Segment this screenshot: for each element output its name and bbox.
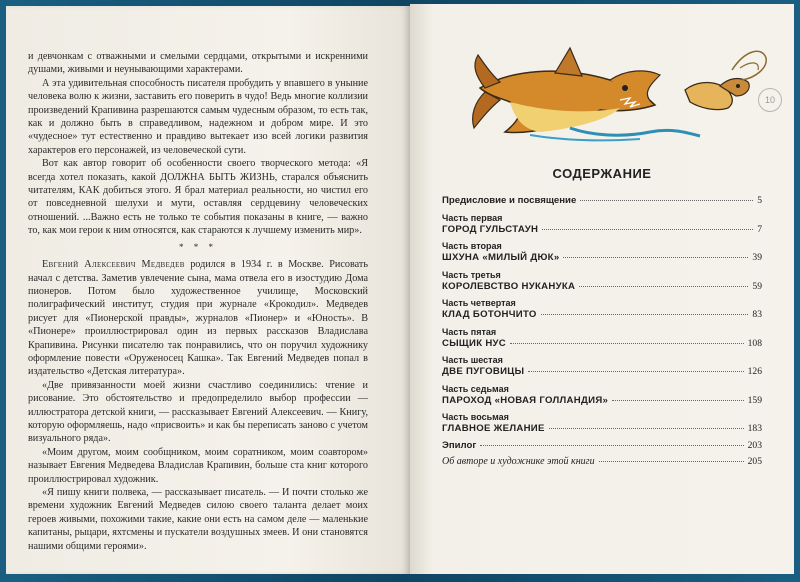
toc-part-label: Часть пятая (442, 326, 497, 337)
left-page-text (28, 50, 368, 553)
toc-entry (442, 456, 762, 471)
table-of-contents (442, 195, 762, 473)
toc-entry-page: 5 (757, 195, 762, 206)
paragraph-5: «Две привязанности моей жизни счастливо соединились: чтение и рисование. Это обстоятельство и предопределило выбор профессии — иллюстратора детской книги, — рассказывает Евгений Алексеевич. — Книгу, которую оформляешь, надо «присвоить» и как бы переписать заново с учетом визуального ряда». (28, 379, 368, 445)
toc-entry-title: ПАРОХОД «НОВАЯ ГОЛЛАНДИЯ» (442, 394, 609, 406)
toc-part-label: Часть третья (442, 269, 501, 280)
illustrator-name: Евгений Алексеевич Медведев (42, 259, 185, 271)
toc-entry-title: ШХУНА «МИЛЫЙ ДЮК» (442, 252, 560, 263)
toc-entry-title: ДВЕ ПУГОВИЦЫ (442, 366, 525, 377)
paragraph-1: и девчонкам с отважными и смелыми сердцами, открытыми и искренними душами, живыми и неунывающими характерами. (28, 51, 368, 76)
toc-entry (442, 212, 762, 239)
paragraph-4 (28, 258, 368, 379)
toc-entry (442, 440, 762, 455)
toc-entry (442, 240, 762, 267)
toc-entry-page: 126 (747, 366, 762, 377)
toc-entry-page: 59 (752, 280, 762, 292)
toc-part-label: Часть первая (442, 212, 503, 223)
left-page (6, 6, 410, 574)
paragraph-4-text: родился в 1934 г. в Москве. Рисовать начал с детства. Заметив увлечение сына, мама отвела его в изостудию Дома пионеров. Потом было художественное училище, Московский полиграфический институт, студия при журнале «Крокодил». Медведев рисует для «Пионерской правды», журналов «Пионер» и «Юность». В «Пионере» проиллюстрировал один из первых рассказов Владислава Крапивина. Рисунки писателю так понравились, что он поручил художнику оформление повести «Оруженосец Кашка». Так Евгений Медведев попал в издательство «Детская литература». (28, 259, 368, 378)
toc-entry (442, 383, 762, 410)
toc-entry (442, 269, 762, 296)
toc-entry (442, 195, 762, 210)
paragraph-6: «Моим другом, моим сообщником, моим соратником, моим соавтором» называет Евгения Медведева Владислав Крапивин, больше ста книг которого проиллюстрировал художник. (28, 446, 368, 485)
toc-entry-page: 83 (752, 309, 762, 320)
toc-part-label: Часть восьмая (442, 412, 509, 422)
toc-entry-title: ГОРОД ГУЛЬСТАУН (442, 223, 539, 235)
toc-entry-title: СЫЩИК НУС (442, 337, 507, 349)
section-separator: * * * (179, 241, 217, 252)
toc-entry-title: Об авторе и художнике этой книги (442, 456, 595, 467)
toc-entry-page: 39 (752, 252, 762, 263)
paragraph-2: А эта удивительная способность писателя пробудить у впавшего в уныние человека волю к жизни, заставить его поверить в чудо! Ведь многие коллизии произведений Крапивина разрешаются самым чудесным образом, то есть так, как и должно быть в справедливом, надежном и добром мире. И это «чудесное» тут естественно и правдиво вытекает изо всей логики развития характеров его персонажей, из человеческой сути. (28, 77, 368, 156)
toc-entry-title: КЛАД БОТОНЧИТО (442, 309, 537, 320)
toc-entry-page: 7 (757, 223, 762, 235)
toc-title: СОДЕРЖАНИЕ (552, 166, 652, 181)
toc-part-label: Часть вторая (442, 241, 502, 251)
toc-entry-page: 203 (747, 439, 762, 451)
toc-entry (442, 297, 762, 324)
toc-entry-title: ГЛАВНОЕ ЖЕЛАНИЕ (442, 423, 545, 434)
toc-entry (442, 411, 762, 438)
toc-entry-title: Эпилог (442, 439, 477, 451)
toc-part-label: Часть шестая (442, 355, 503, 365)
toc-entry (442, 326, 762, 353)
toc-part-label: Часть четвертая (442, 298, 516, 308)
toc-entry-title: Предисловие и посвящение (442, 195, 577, 206)
page-number-circle: 10 (758, 88, 782, 112)
toc-entry-title: КОРОЛЕВСТВО НУКАНУКА (442, 280, 576, 292)
toc-entry-page: 159 (747, 394, 762, 406)
toc-part-label: Часть седьмая (442, 383, 509, 394)
toc-entry-page: 108 (747, 337, 762, 349)
paragraph-3: Вот как автор говорит об особенности своего творческого метода: «Я всегда хотел показать, какой ДОЛЖНА БЫТЬ ЖИЗНЬ, старался объяснить читателям, КАК добиться этого. Я брал материал реальности, но чистил его от повседневной шелухи и мути, оставляя сердцевину человеческих отношений. ...Важно есть не только те события показаны в книге, — важно то, как мои герои к ним относятся, как стараются к лучшему изменить мир». (28, 158, 368, 237)
shark-and-dog-illustration (470, 40, 770, 145)
toc-entry-page: 205 (747, 456, 762, 467)
toc-entry-page: 183 (747, 423, 762, 434)
paragraph-7: «Я пишу книги полвека, — рассказывает писатель. — И почти столько же времени художник Евгений Медведев силою своего таланта делает моих героев живыми, похожими такие, какие они есть на самом деле — маленькие капитаны, рыцари, яхтсмены и пускатели воздушных змеев. И они становятся нашими общими героями». (28, 487, 368, 552)
toc-entry (442, 354, 762, 381)
right-page (410, 4, 794, 574)
